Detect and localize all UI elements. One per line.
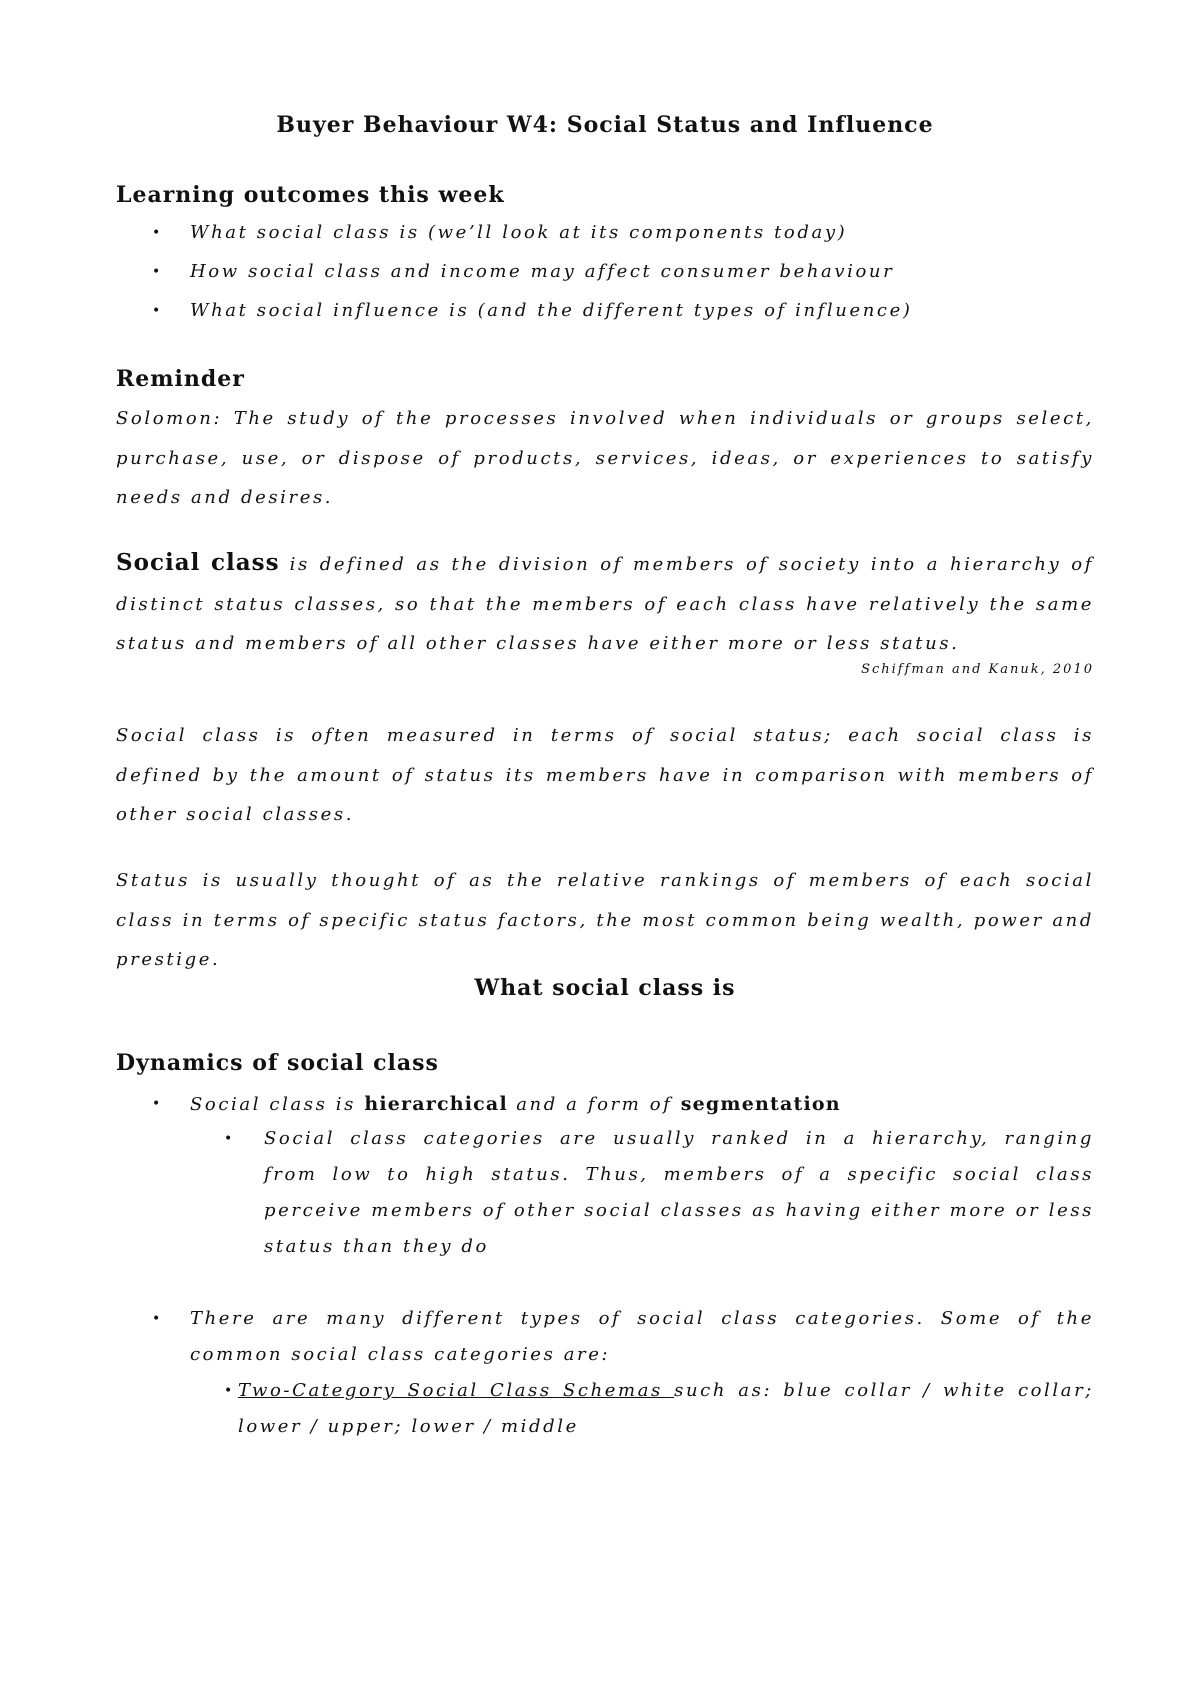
bullet-icon: •	[152, 264, 163, 280]
bullet-icon: •	[152, 225, 163, 241]
bullet-icon: •	[152, 1311, 163, 1327]
reminder-text: Solomon: The study of the processes involved when individuals or groups select, purchase, use, or dispose of products, services, ideas, or experiences to satisfy needs and desires.	[116, 408, 1094, 508]
social-class-definition-text: is defined as the division of members of society into a hierarchy of distinct status classes, so that the members of each class have relatively the same status and members of all other classes have either more or less status.	[116, 554, 1094, 654]
two-category-schemas-underlined: Two-Category Social Class Schemas	[238, 1380, 675, 1401]
section-heading: What social class is	[474, 975, 736, 1001]
sub-list-item-text: such as: blue collar / white collar; lower / upper; lower / middle	[238, 1380, 1094, 1437]
learning-outcomes-heading: Learning outcomes this week	[116, 182, 505, 208]
list-item	[152, 1301, 1094, 1373]
bullet-icon: •	[152, 303, 163, 319]
list-item-text: What social class is (we’ll look at its components today)	[190, 222, 848, 243]
list-item-text: What social influence is (and the different types of influence)	[190, 300, 913, 321]
list-item	[152, 257, 912, 296]
bullet-icon: •	[152, 1096, 163, 1112]
sub-list-item	[224, 1121, 1094, 1265]
document-title: Buyer Behaviour W4: Social Status and Influence	[276, 112, 934, 138]
list-item-text: and a form of	[507, 1094, 681, 1115]
dynamics-heading: Dynamics of social class	[116, 1050, 439, 1076]
paragraph-social-status: Social class is often measured in terms of social status; each social class is defined by the amount of status its members have in comparison with members of other social classes.	[116, 725, 1094, 825]
learning-outcomes-list	[152, 218, 912, 335]
social-class-definition	[116, 543, 1094, 664]
sub-list-item-text: Social class categories are usually ranked in a hierarchy, ranging from low to high status. Thus, members of a specific social class perceive members of other social classes as having either more or less status than they do	[264, 1128, 1094, 1257]
bullet-icon: •	[224, 1131, 235, 1147]
bullet-icon: •	[224, 1383, 235, 1399]
reminder-heading: Reminder	[116, 366, 245, 392]
bold-term-hierarchical: hierarchical	[364, 1093, 508, 1115]
list-item-text: There are many different types of social class categories. Some of the common social class categories are:	[190, 1308, 1094, 1365]
citation: Schiffman and Kanuk, 2010	[861, 662, 1094, 677]
list-item	[152, 218, 912, 257]
list-item	[152, 296, 912, 335]
sub-list-item	[224, 1373, 1094, 1445]
list-item-text: Social class is	[190, 1094, 365, 1115]
list-item	[152, 1085, 1094, 1124]
paragraph-status-definition: Status is usually thought of as the relative rankings of members of each social class in terms of specific status factors, the most common being wealth, power and prestige.	[116, 870, 1094, 970]
list-item-text: How social class and income may affect consumer behaviour	[190, 261, 895, 282]
social-class-term: Social class	[116, 549, 280, 576]
bold-term-segmentation: segmentation	[680, 1093, 841, 1115]
